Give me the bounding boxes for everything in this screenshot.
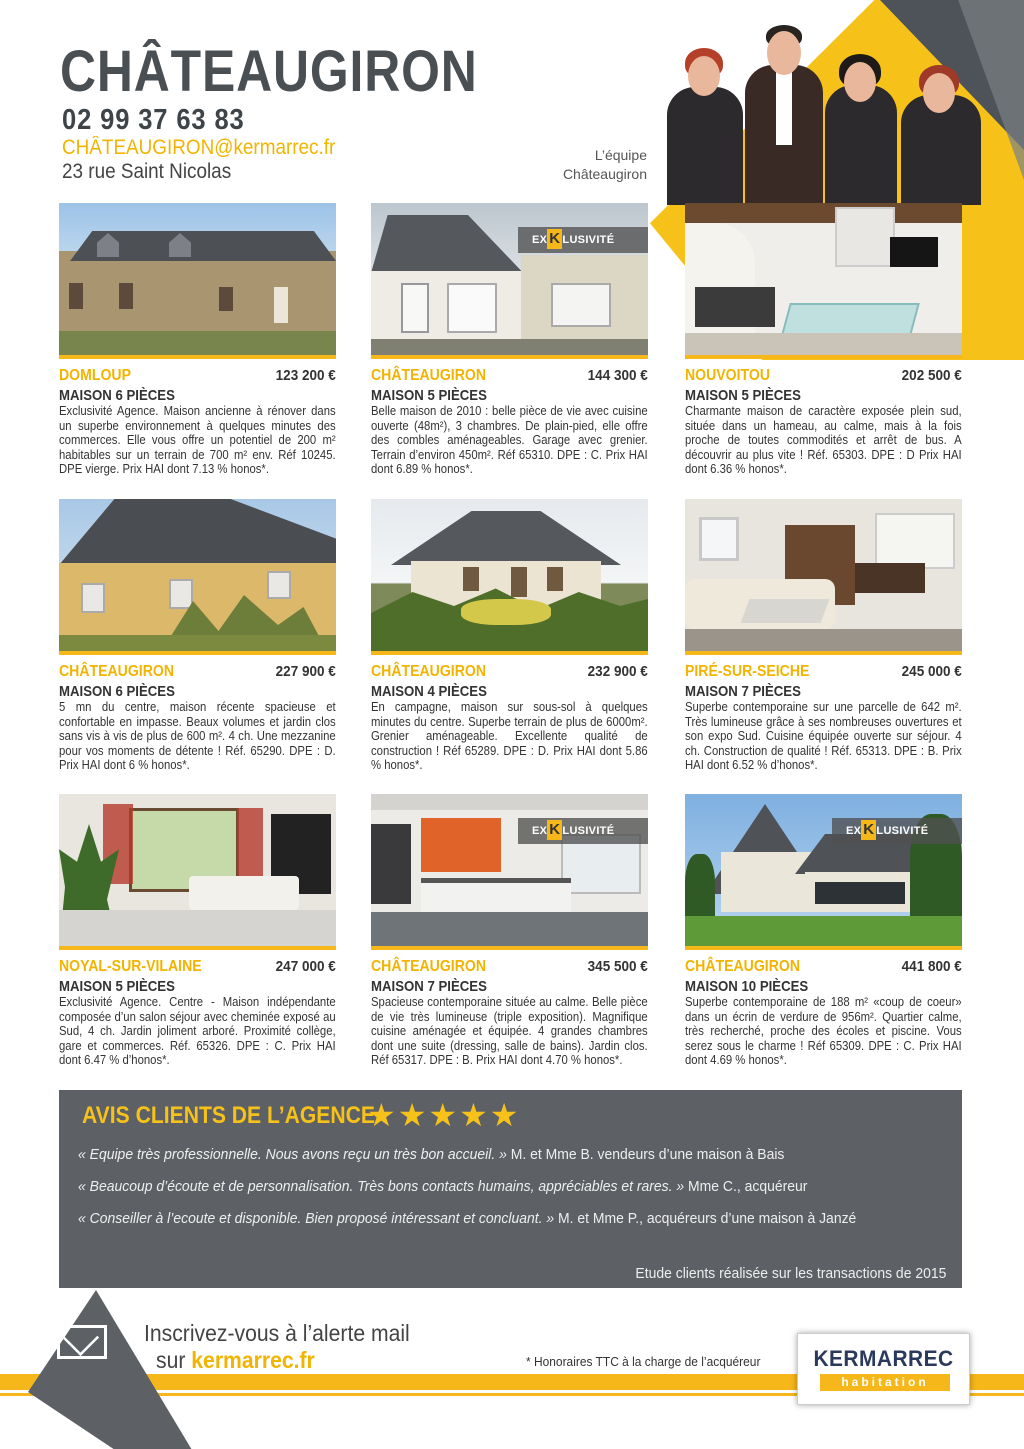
exclusive-badge: EX K LUSIVITÉ: [832, 818, 962, 844]
listing-photo[interactable]: [371, 499, 648, 655]
listing-city: NOUVOITOU: [685, 367, 771, 384]
agency-address: 23 rue Saint Nicolas: [62, 160, 232, 183]
listing-price: 144 300 €: [587, 367, 648, 384]
listing-price: 345 500 €: [587, 958, 648, 975]
listing-city: CHÂTEAUGIRON: [371, 663, 486, 680]
listing-price: 123 200 €: [275, 367, 336, 384]
listing-card[interactable]: [59, 794, 336, 1068]
mail-icon[interactable]: [57, 1325, 107, 1359]
team-caption-line-1: L’équipe: [594, 147, 647, 163]
listing-type: MAISON 10 PIÈCES: [685, 978, 809, 995]
listing-card[interactable]: [371, 794, 648, 1068]
listing-price: 245 000 €: [901, 663, 962, 680]
listing-type: MAISON 7 PIÈCES: [685, 683, 801, 700]
listing-city: CHÂTEAUGIRON: [371, 367, 486, 384]
team-member-1: [665, 40, 745, 205]
listing-type: MAISON 5 PIÈCES: [59, 978, 175, 995]
listing-photo[interactable]: [371, 203, 648, 359]
review-item: « Beaucoup d’écoute et de personnalisation. Très bons contacts humains, appréciables et rares. » Mme C., acquéreur: [78, 1178, 808, 1195]
listing-photo[interactable]: [685, 794, 962, 950]
listing-price: 232 900 €: [587, 663, 648, 680]
exclusive-badge: EX K LUSIVITÉ: [518, 227, 648, 253]
listing-card[interactable]: [371, 499, 648, 773]
team-caption: [520, 146, 647, 184]
kermarrec-logo[interactable]: [797, 1333, 970, 1405]
exclusive-badge: EX K LUSIVITÉ: [518, 818, 648, 844]
mail-alert-link-line[interactable]: sur kermarrec.fr: [156, 1347, 315, 1373]
logo-subtitle: habitation: [820, 1374, 950, 1391]
team-photo: [665, 25, 985, 205]
listing-type: MAISON 7 PIÈCES: [371, 978, 487, 995]
listing-city: DOMLOUP: [59, 367, 131, 384]
mail-alert-text: Inscrivez-vous à l’alerte mail: [144, 1320, 410, 1346]
listing-type: MAISON 4 PIÈCES: [371, 683, 487, 700]
listing-photo[interactable]: [59, 499, 336, 655]
listing-description: Superbe contemporaine de 188 m² «coup de coeur» dans un écrin de verdure de 956m². Quartier calme, très recherché, proche des écoles et piscine. Vous serez sous le charme ! Réf 65309. DPE : C. Prix HAI dont 4.69 % honos*.: [685, 994, 962, 1068]
listing-price: 202 500 €: [901, 367, 962, 384]
listing-card[interactable]: [685, 203, 962, 477]
listing-price: 247 000 €: [275, 958, 336, 975]
listing-type: MAISON 6 PIÈCES: [59, 683, 175, 700]
listing-description: Exclusivité Agence. Centre - Maison indépendante composée d’un salon séjour avec cheminée exposé au Sud, 4 ch. Jardin joliment arboré. Proximité collège, gare et commerces. Réf. 65326. DPE : C. Prix HAI dont 6.47 % d’honos*.: [59, 994, 336, 1068]
listing-city: CHÂTEAUGIRON: [59, 663, 174, 680]
rating-stars-icon: ★★★★★: [367, 1097, 521, 1133]
listing-description: Superbe contemporaine sur une parcelle de 642 m². Très lumineuse grâce à ses nombreuses ouvertures et son expo Sud. Cuisine équipée ouverte sur séjour. 4 ch. Construction de qualité ! Réf. 65313. DPE : B. Prix HAI dont 6.52 % d’honos*.: [685, 699, 962, 773]
listing-type: MAISON 5 PIÈCES: [685, 387, 801, 404]
listing-city: PIRÉ-SUR-SEICHE: [685, 663, 810, 680]
listing-type: MAISON 5 PIÈCES: [371, 387, 487, 404]
listing-card[interactable]: [685, 794, 962, 1068]
reviews-panel: [59, 1090, 962, 1288]
listing-type: MAISON 6 PIÈCES: [59, 387, 175, 404]
logo-name: KERMARREC: [813, 1346, 954, 1371]
listing-city: CHÂTEAUGIRON: [371, 958, 486, 975]
agency-phone[interactable]: 02 99 37 63 83: [62, 104, 245, 136]
listing-photo[interactable]: [59, 203, 336, 359]
listing-description: Spacieuse contemporaine située au calme. Belle pièce de vie très lumineuse (triple exposition). Magnifique cuisine aménagée et équipée. 4 grandes chambres dont une suite (dressing, salle de bains). Jardin clos. Réf 65317. DPE : B. Prix HAI dont 4.70 % honos*.: [371, 994, 648, 1068]
listing-city: NOYAL-SUR-VILAINE: [59, 958, 202, 975]
website-link[interactable]: kermarrec.fr: [191, 1347, 315, 1373]
listing-price: 441 800 €: [901, 958, 962, 975]
listing-card[interactable]: [59, 499, 336, 773]
review-item: « Equipe très professionnelle. Nous avons reçu un très bon accueil. » M. et Mme B. vendeurs d’une maison à Bais: [78, 1146, 785, 1163]
review-item: « Conseiller à l’ecoute et disponible. Bien proposé intéressant et concluant. » M. et Mme P., acquéreurs d’une maison à Janzé: [78, 1210, 857, 1227]
team-member-4: [897, 45, 983, 205]
listing-description: Charmante maison de caractère exposée plein sud, située dans un hameau, au calme, mais à la fois proche de toutes commodités et arrêt de bus. A découvrir au plus vite ! Réf. 65303. DPE : D Prix HAI dont 6.36 % honos*.: [685, 403, 962, 477]
listing-description: Exclusivité Agence. Maison ancienne à rénover dans un superbe environnement à quelques minutes des commerces. Elle vous offre un potentiel de 200 m² habitables sur un terrain de 700 m² env. Réf 10245. DPE vierge. Prix HAI dont 7.13 % honos*.: [59, 403, 336, 477]
agency-name: CHÂTEAUGIRON: [60, 39, 478, 104]
team-caption-line-2: Châteaugiron: [562, 166, 647, 182]
reviews-title: AVIS CLIENTS DE L’AGENCE: [82, 1102, 375, 1129]
listing-photo[interactable]: [59, 794, 336, 950]
listing-card[interactable]: [59, 203, 336, 477]
listing-city: CHÂTEAUGIRON: [685, 958, 800, 975]
listing-description: Belle maison de 2010 : belle pièce de vie avec cuisine ouverte (48m²), 3 chambres. De plain-pied, elle offre des combles aménageables. Garage avec grenier. Terrain d’environ 450m². Réf 65310. DPE : C. Prix HAI dont 6.89 % honos*.: [371, 403, 648, 477]
listing-photo[interactable]: [685, 499, 962, 655]
listing-card[interactable]: [685, 499, 962, 773]
team-member-3: [823, 40, 899, 205]
listing-price: 227 900 €: [275, 663, 336, 680]
fees-footnote: * Honoraires TTC à la charge de l’acquéreur: [526, 1354, 761, 1369]
team-member-2: [743, 25, 825, 205]
listing-description: 5 mn du centre, maison récente spacieuse et confortable en impasse. Beaux volumes et jardin clos sans vis à vis de plus de 600 m². 4 ch. Une mezzanine pour vos moments de détente ! Réf. 65290. DPE : D. Prix HAI dont 6 % honos*.: [59, 699, 336, 773]
reviews-footnote: Etude clients réalisée sur les transactions de 2015: [635, 1265, 946, 1282]
listing-photo[interactable]: [371, 794, 648, 950]
listing-description: En campagne, maison sur sous-sol à quelques minutes du centre. Superbe terrain de plus de 6000m². Grenier aménageable. Excellente qualité de construction ! Réf 65289. DPE : D. Prix HAI dont 5.86 % honos*.: [371, 699, 648, 773]
listing-photo[interactable]: [685, 203, 962, 359]
agency-email[interactable]: CHÂTEAUGIRON@kermarrec.fr: [62, 136, 336, 159]
listing-card[interactable]: [371, 203, 648, 477]
